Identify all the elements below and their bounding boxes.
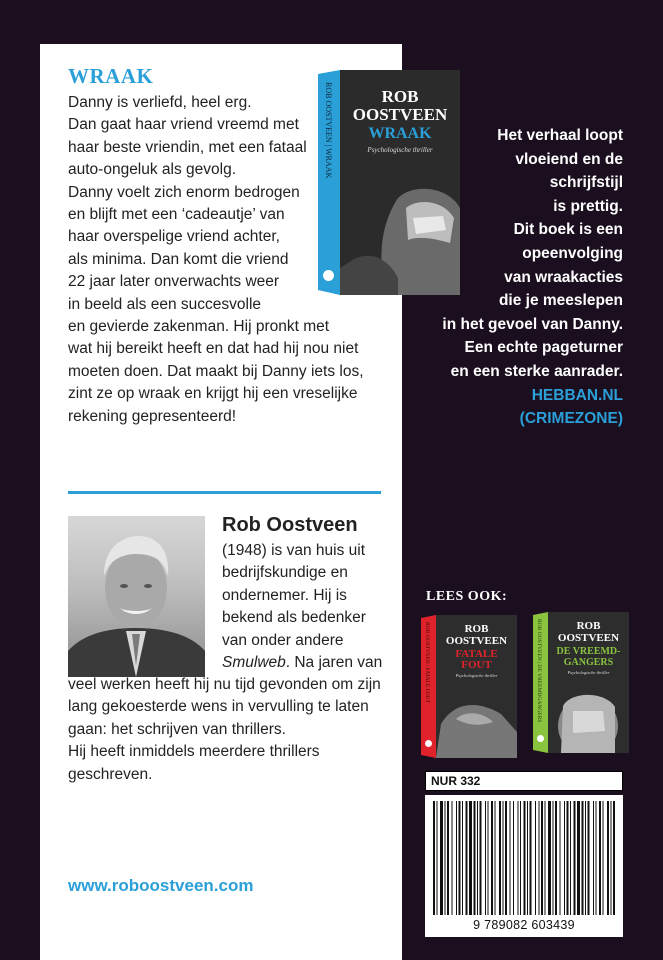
spine-text: ROB OOSTVEEN | DE VREEMDGANGERS bbox=[536, 619, 542, 723]
synopsis-line: haar beste vriendin, met een fataal bbox=[68, 138, 307, 156]
review-line: schrijfstijl bbox=[549, 174, 623, 192]
barcode-bar bbox=[485, 801, 486, 915]
synopsis-line: als minima. Dan komt die vriend bbox=[68, 250, 289, 268]
author-bio-long bbox=[68, 674, 381, 786]
barcode-bar bbox=[545, 801, 546, 915]
bio-line: geschreven. bbox=[68, 765, 153, 783]
barcode-bar bbox=[593, 801, 594, 915]
review-line: is prettig. bbox=[553, 197, 623, 215]
barcode-bar bbox=[613, 801, 615, 915]
cover-author-2: OOSTVEEN bbox=[445, 635, 508, 647]
barcode bbox=[425, 795, 623, 937]
publisher-logo bbox=[323, 270, 334, 281]
bio-line: ondernemer. Hij is bbox=[222, 586, 347, 604]
barcode-bar bbox=[603, 801, 604, 915]
barcode-bar bbox=[445, 801, 446, 915]
review-line: in het gevoel van Danny. bbox=[442, 315, 623, 333]
cover-author-2: OOSTVEEN bbox=[557, 632, 620, 644]
synopsis-line: 22 jaar later onverwachts weer bbox=[68, 273, 280, 291]
synopsis-line: Dan gaat haar vriend vreemd met bbox=[68, 116, 299, 134]
cover-genre: Psychologische thriller bbox=[567, 670, 610, 675]
barcode-bar bbox=[459, 801, 461, 915]
cover-genre: Psychologische thriller bbox=[455, 673, 498, 678]
wraak-book-cover bbox=[318, 68, 460, 295]
review-line: en een sterke aanrader. bbox=[450, 362, 623, 380]
barcode-bar bbox=[505, 801, 507, 915]
website-link[interactable]: www.roboostveen.com bbox=[68, 876, 254, 895]
cover-title-1: FATALE bbox=[455, 648, 498, 660]
barcode-bar bbox=[560, 801, 561, 915]
barcode-bar bbox=[585, 801, 586, 915]
review-line: die je meeslepen bbox=[498, 292, 623, 310]
barcode-bar bbox=[541, 801, 543, 915]
barcode-bar bbox=[555, 801, 557, 915]
barcode-bar bbox=[548, 801, 551, 915]
barcode-bar bbox=[433, 801, 435, 915]
barcode-bar bbox=[491, 801, 493, 915]
synopsis-line: en blijft met een ‘cadeautje’ van bbox=[68, 206, 285, 224]
publisher-logo bbox=[537, 735, 544, 742]
cover-title-2: GANGERS bbox=[563, 657, 614, 668]
synopsis-line: zint ze op wraak en krijgt hij een vreselijke bbox=[68, 385, 358, 403]
barcode-bar bbox=[607, 801, 609, 915]
author-photo bbox=[68, 516, 205, 677]
barcode-bar bbox=[596, 801, 597, 915]
cover-title-1: DE VREEMD- bbox=[556, 646, 621, 657]
review-source: HEBBAN.NL bbox=[531, 386, 623, 404]
bio-line: gaan: het schrijven van thrillers. bbox=[68, 720, 286, 738]
de-vreemdgangers-book-cover bbox=[533, 611, 629, 753]
cover-author-1: ROB bbox=[576, 620, 601, 632]
review-source-sub: (CRIMEZONE) bbox=[519, 410, 623, 428]
barcode-bar bbox=[588, 801, 590, 915]
book-title: WRAAK bbox=[68, 64, 154, 88]
barcode-bar bbox=[503, 801, 504, 915]
isbn-number: 9 789082 603439 bbox=[473, 918, 575, 932]
bio-line: bedrijfskundige en bbox=[222, 564, 348, 582]
barcode-bar bbox=[477, 801, 478, 915]
barcode-bar bbox=[474, 801, 476, 915]
spine-text: ROB OOSTVEEN | WRAAK bbox=[324, 82, 333, 179]
section-divider bbox=[68, 491, 381, 494]
barcode-bar bbox=[462, 801, 463, 915]
nur-code: NUR 332 bbox=[425, 771, 623, 791]
smulweb-text: Smulweb bbox=[222, 654, 286, 672]
bio-line: lang gekoesterde wens in vervulling te laten bbox=[68, 698, 369, 716]
barcode-bar bbox=[570, 801, 571, 915]
cover-title: WRAAK bbox=[368, 125, 432, 142]
barcode-bar bbox=[456, 801, 457, 915]
bio-line: van onder andere bbox=[222, 631, 344, 649]
barcode-bar bbox=[466, 801, 468, 915]
barcode-bar bbox=[480, 801, 482, 915]
barcode-bar bbox=[524, 801, 526, 915]
barcode-bar bbox=[567, 801, 569, 915]
barcode-bar bbox=[611, 801, 612, 915]
publisher-logo bbox=[425, 740, 432, 747]
cover-title-2: FOUT bbox=[461, 659, 492, 671]
author-portrait bbox=[68, 516, 205, 677]
review-line: Dit boek is een bbox=[513, 221, 623, 239]
barcode-bar bbox=[535, 801, 536, 915]
synopsis-line: auto-ongeluk als gevolg. bbox=[68, 161, 237, 179]
review-line: opeenvolging bbox=[522, 244, 623, 262]
barcode-bar bbox=[510, 801, 511, 915]
review-line: vloeiend en de bbox=[515, 150, 623, 168]
barcode-bar bbox=[495, 801, 496, 915]
bio-line: bekend als bedenker bbox=[222, 609, 366, 627]
review-line: van wraakacties bbox=[504, 268, 623, 286]
author-name: Rob Oostveen bbox=[222, 514, 358, 536]
cover-genre: Psychologische thriller bbox=[367, 146, 433, 154]
barcode-bar bbox=[520, 801, 521, 915]
bio-line: veel werken heeft hij nu tijd gevonden om zijn bbox=[68, 676, 381, 693]
synopsis-line: rekening gepresenteerd! bbox=[68, 407, 237, 425]
review-line: Een echte pageturner bbox=[464, 339, 623, 357]
barcode-bar bbox=[599, 801, 601, 915]
synopsis-line: en gevierde zakenman. Hij pronkt met bbox=[68, 318, 330, 336]
also-read-heading: LEES OOK: bbox=[426, 589, 508, 604]
synopsis-line: haar overspelige vriend achter, bbox=[68, 228, 280, 246]
synopsis-line: moeten doen. Dat maakt bij Danny iets los, bbox=[68, 362, 364, 380]
barcode-bar bbox=[577, 801, 580, 915]
cover-author-1: ROB bbox=[381, 87, 419, 106]
barcode-bar bbox=[437, 801, 438, 915]
barcode-bar bbox=[574, 801, 576, 915]
bio-line bbox=[222, 652, 382, 674]
synopsis-line: Danny voelt zich enorm bedrogen bbox=[68, 183, 300, 201]
synopsis-line: wat hij bereikt heeft en dat had hij nou niet bbox=[68, 340, 359, 358]
barcode-bar bbox=[488, 801, 489, 915]
barcode-bar bbox=[518, 801, 519, 915]
cover-author-1: ROB bbox=[464, 623, 489, 635]
barcode-bar bbox=[440, 801, 443, 915]
barcode-bar bbox=[499, 801, 501, 915]
barcode-bars bbox=[425, 795, 623, 937]
barcode-bar bbox=[452, 801, 453, 915]
barcode-bar bbox=[513, 801, 514, 915]
barcode-bar bbox=[469, 801, 472, 915]
barcode-bar bbox=[530, 801, 532, 915]
fatale-fout-book-cover bbox=[421, 614, 517, 758]
review-quote bbox=[442, 124, 623, 431]
barcode-bar bbox=[582, 801, 584, 915]
barcode-bar bbox=[527, 801, 528, 915]
barcode-bar bbox=[553, 801, 554, 915]
barcode-bar bbox=[564, 801, 565, 915]
synopsis-line: Danny is verliefd, heel erg. bbox=[68, 94, 252, 111]
bio-line: (1948) is van huis uit bbox=[222, 542, 366, 559]
spine-text: ROB OOSTVEEN | FATALE FOUT bbox=[424, 622, 430, 703]
review-line: Het verhaal loopt bbox=[497, 127, 623, 144]
cover-author-2: OOSTVEEN bbox=[352, 105, 448, 124]
barcode-bar bbox=[539, 801, 540, 915]
bio-line: Hij heeft inmiddels meerdere thrillers bbox=[68, 743, 320, 761]
synopsis-line: in beeld als een succesvolle bbox=[68, 295, 262, 313]
barcode-bar bbox=[447, 801, 449, 915]
author-bio-short bbox=[222, 540, 382, 674]
bio-line-rest: . Na jaren van bbox=[285, 654, 383, 672]
